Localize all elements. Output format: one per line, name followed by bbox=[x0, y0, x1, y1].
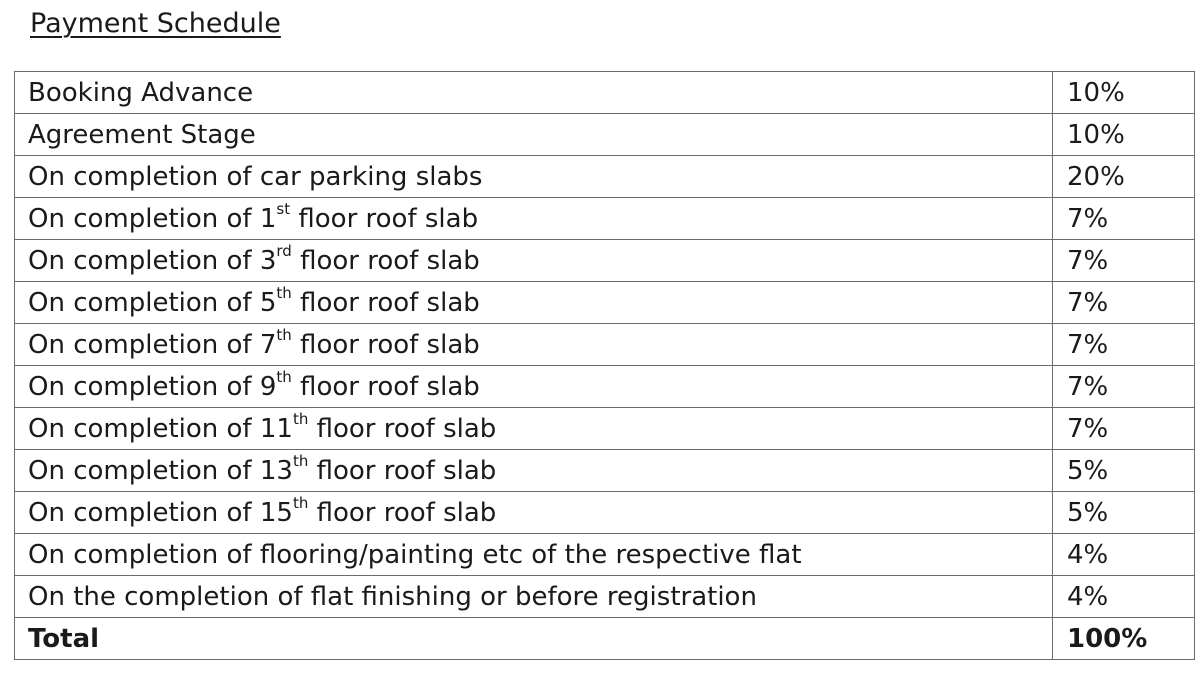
stage-cell bbox=[15, 72, 1053, 114]
ordinal-suffix: th bbox=[276, 367, 292, 386]
total-percentage: 100% bbox=[1053, 618, 1195, 660]
ordinal-suffix: th bbox=[292, 493, 309, 512]
stage-text: On completion of 11 bbox=[28, 413, 293, 444]
table-row bbox=[15, 114, 1195, 156]
stage-text-end: floor roof slab bbox=[290, 203, 479, 234]
stage-text: On completion of 5 bbox=[28, 287, 277, 318]
page-title: Payment Schedule bbox=[30, 8, 281, 39]
table-row bbox=[15, 366, 1195, 408]
stage-cell bbox=[15, 576, 1053, 618]
payment-schedule-body bbox=[15, 72, 1195, 660]
stage-text: On completion of 13 bbox=[28, 455, 293, 486]
table-row bbox=[15, 198, 1195, 240]
ordinal-suffix: th bbox=[276, 325, 292, 344]
table-row bbox=[15, 282, 1195, 324]
stage-text: Booking Advance bbox=[28, 77, 254, 108]
percentage-cell: 7% bbox=[1053, 240, 1195, 282]
table-row bbox=[15, 492, 1195, 534]
table-row bbox=[15, 408, 1195, 450]
ordinal-suffix: th bbox=[292, 451, 309, 470]
stage-cell bbox=[15, 324, 1053, 366]
ordinal-suffix: th bbox=[292, 409, 309, 428]
stage-text-end: floor roof slab bbox=[308, 497, 497, 528]
ordinal-suffix: rd bbox=[276, 241, 292, 260]
percentage-cell: 5% bbox=[1053, 492, 1195, 534]
percentage-cell: 10% bbox=[1053, 114, 1195, 156]
stage-text-end: floor roof slab bbox=[291, 245, 480, 276]
stage-cell bbox=[15, 198, 1053, 240]
stage-cell bbox=[15, 282, 1053, 324]
percentage-cell: 7% bbox=[1053, 408, 1195, 450]
percentage-cell: 10% bbox=[1053, 72, 1195, 114]
stage-text-end: floor roof slab bbox=[291, 371, 480, 402]
table-row bbox=[15, 240, 1195, 282]
stage-text: On the completion of flat finishing or before registration bbox=[28, 581, 757, 612]
table-row bbox=[15, 72, 1195, 114]
stage-cell bbox=[15, 492, 1053, 534]
table-row bbox=[15, 156, 1195, 198]
percentage-cell: 7% bbox=[1053, 198, 1195, 240]
table-row bbox=[15, 576, 1195, 618]
stage-text: Agreement Stage bbox=[28, 119, 256, 150]
percentage-cell: 20% bbox=[1053, 156, 1195, 198]
percentage-cell: 5% bbox=[1053, 450, 1195, 492]
stage-text-end: floor roof slab bbox=[291, 329, 480, 360]
table-row bbox=[15, 534, 1195, 576]
percentage-cell: 7% bbox=[1053, 324, 1195, 366]
percentage-cell: 7% bbox=[1053, 366, 1195, 408]
ordinal-suffix: st bbox=[276, 199, 291, 218]
stage-text-end: floor roof slab bbox=[308, 413, 497, 444]
stage-text: On completion of car parking slabs bbox=[28, 161, 483, 192]
ordinal-suffix: th bbox=[276, 283, 292, 302]
stage-cell bbox=[15, 114, 1053, 156]
total-row bbox=[15, 618, 1195, 660]
payment-schedule-table bbox=[14, 71, 1195, 660]
stage-text-end: floor roof slab bbox=[291, 287, 480, 318]
percentage-cell: 4% bbox=[1053, 534, 1195, 576]
stage-text: On completion of 1 bbox=[28, 203, 277, 234]
stage-cell bbox=[15, 240, 1053, 282]
table-row bbox=[15, 450, 1195, 492]
stage-cell bbox=[15, 450, 1053, 492]
stage-cell bbox=[15, 534, 1053, 576]
stage-cell bbox=[15, 366, 1053, 408]
stage-text-end: floor roof slab bbox=[308, 455, 497, 486]
percentage-cell: 7% bbox=[1053, 282, 1195, 324]
stage-text: On completion of 7 bbox=[28, 329, 277, 360]
stage-cell bbox=[15, 408, 1053, 450]
table-row bbox=[15, 324, 1195, 366]
percentage-cell: 4% bbox=[1053, 576, 1195, 618]
total-label: Total bbox=[15, 618, 1053, 660]
stage-text: On completion of 3 bbox=[28, 245, 277, 276]
stage-text: On completion of 9 bbox=[28, 371, 277, 402]
stage-text: On completion of flooring/painting etc of the respective flat bbox=[28, 539, 802, 570]
stage-text: On completion of 15 bbox=[28, 497, 293, 528]
stage-cell bbox=[15, 156, 1053, 198]
